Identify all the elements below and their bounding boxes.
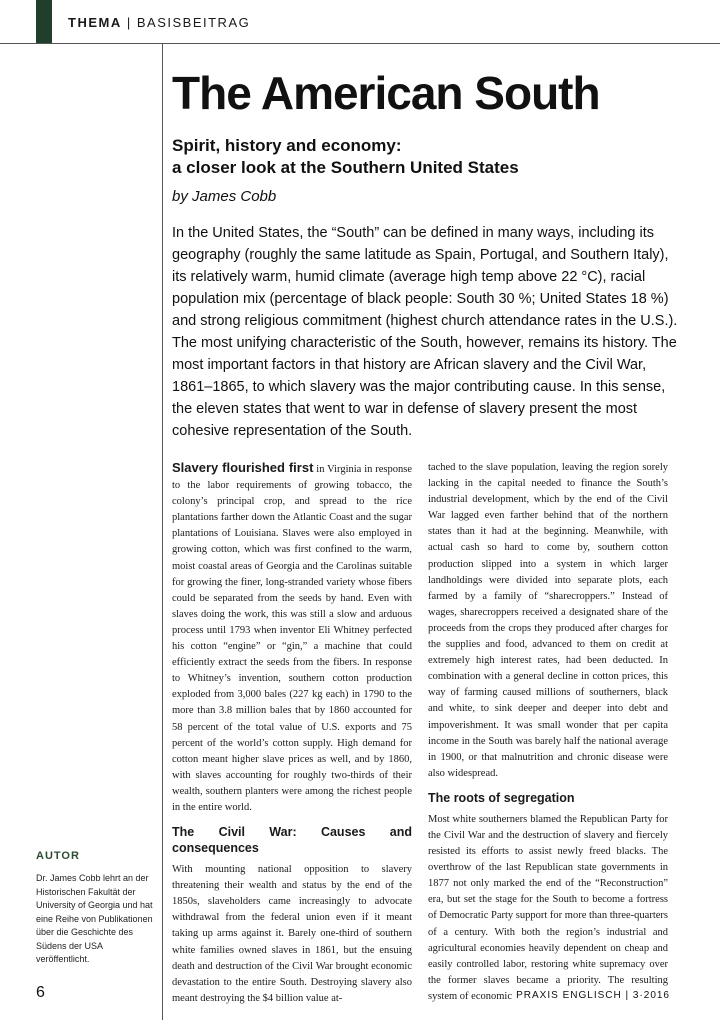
article-byline: by James Cobb (172, 188, 277, 205)
header-category: BASISBEITRAG (136, 15, 251, 30)
header-color-block (36, 0, 52, 44)
article-title: The American South (172, 67, 600, 119)
paragraph-text: in Virginia in response to the labor requirements of growing tobacco, the colony’s principal crop, and spread to the rice plantations farther down the Atlantic Coast and the sugar plantations of Louisiana. Slaves were also employed in growing cotton, which was first confined to the warm, moist coastal areas of Georgia and the Carolinas suitable for growing the finer, long-stranded variety whose fibers could be separated from the seeds by hand. Even with slaves doing the work, this was still a slow and arduous process until 1793 when inventor Eli Whitney perfected his cotton “engine” or “gin,” a machine that could efficiently extract the seeds from the fibers. In response to Whitney’s invention, southern cotton production exploded from 3,000 bales (227 kg each) in 1790 to the more than 3.8 million bales that by 1860 accounted for 58 percent of the total value of U.S. exports and 75 percent of the world’s cotton supply. High demand for cotton meant higher slave prices as well, and by 1860, with slaves accounting for roughly two-thirds of their wealth, southern planters were among the richest people in the entire world. (172, 464, 413, 813)
publication-info: PRAXIS ENGLISCH | 3·2016 (516, 990, 670, 1001)
body-paragraph: With mounting national opposition to slavery threatening their wealth and status by the end of the 1850s, slaveholders came increasingly to advocate withdrawal from the federal union even if it meant taking up arms against it. Barely one-third of southern white families owned slaves in 1861, but the ensuing death and destruction of the Civil War brought economic devastation to the entire South. Destroying slavery also meant destroying the $4 billion value at- (172, 864, 412, 1004)
section-heading: The Civil War: Causes and consequences (172, 825, 412, 856)
page-number: 6 (36, 984, 45, 1001)
header-label (68, 15, 250, 30)
page-header (0, 0, 720, 44)
subtitle-line-1: Spirit, history and economy: (172, 136, 402, 155)
author-heading: AUTOR (36, 850, 80, 862)
body-column-right (428, 460, 668, 1005)
author-bio: Dr. James Cobb lehrt an der Historischen Fakultät der University of Georgia und hat eine Reihe von Publikationen über die Geschichte des Südens der USA veröffentlicht. (36, 873, 153, 964)
article-subtitle (172, 135, 519, 179)
article-intro: In the United States, the “South” can be defined in many ways, including its geography (roughly the same latitude as Spain, Portugal, and Southern Italy), its relatively warm, humid climate (average high temp above 22 °C), racial population mix (percentage of black people: South 30 %; United States 18 %) and strong religious commitment (highest church attendance rates in the U.S.). The most unifying characteristic of the South, however, remains its history. The most important factors in that history are African slavery and the Civil War, 1861–1865, to which slavery was the major contributing cause. In this sense, the eleven states that went to war in defense of slavery present the most cohesive representation of the South. (172, 225, 678, 439)
subtitle-line-2: a closer look at the Southern United States (172, 158, 519, 177)
body-paragraph (172, 460, 412, 816)
header-divider (0, 43, 720, 44)
header-separator: | (126, 15, 132, 30)
section-heading: The roots of segregation (428, 790, 575, 805)
body-column-left (172, 460, 412, 1007)
body-paragraph: Most white southerners blamed the Republican Party for the Civil War and the destruction of slavery and fiercely resisted its efforts to assist newly freed blacks. The overthrow of the last Republican state governments in 1877 not only marked the end of the “Reconstruction” era, but set the stage for the South to become a fortress of Democratic Party support for more than three-quarters of a century. With both the region’s industrial and agricultural economies heavily dependent on cheap and easily controlled labor, restoring white supremacy over the former slaves became a priority. The resulting system of economic (428, 813, 668, 1002)
lead-in: Slavery flourished first (172, 460, 314, 475)
body-paragraph: tached to the slave population, leaving the region sorely lacking in the capital needed to finance the South’s industrial development, which by the end of the Civil War lagged even farther behind that of the northern states than it had at the beginning. Meanwhile, with actual cash so hard to come by, southern cotton production slipped into a system in which larger landholdings were divided into separate plots, each farmed by a family of “sharecroppers.” Instead of wages, sharecroppers received a designated share of the proceeds from the crops they produced after charges for the supplies and food, advanced to them on credit at extremely high interest rates, had been deducted. In combination with a general decline in cotton prices, this way of farming caused millions of southerners, black and white, to sink deeper and deeper into debt and impoverishment. It was small wonder that per capita income in the South was barely half the national average in 1900, or that malnutrition and chronic disease were also widespread. (428, 462, 668, 779)
header-section: THEMA (68, 15, 122, 30)
column-divider (162, 44, 163, 1020)
